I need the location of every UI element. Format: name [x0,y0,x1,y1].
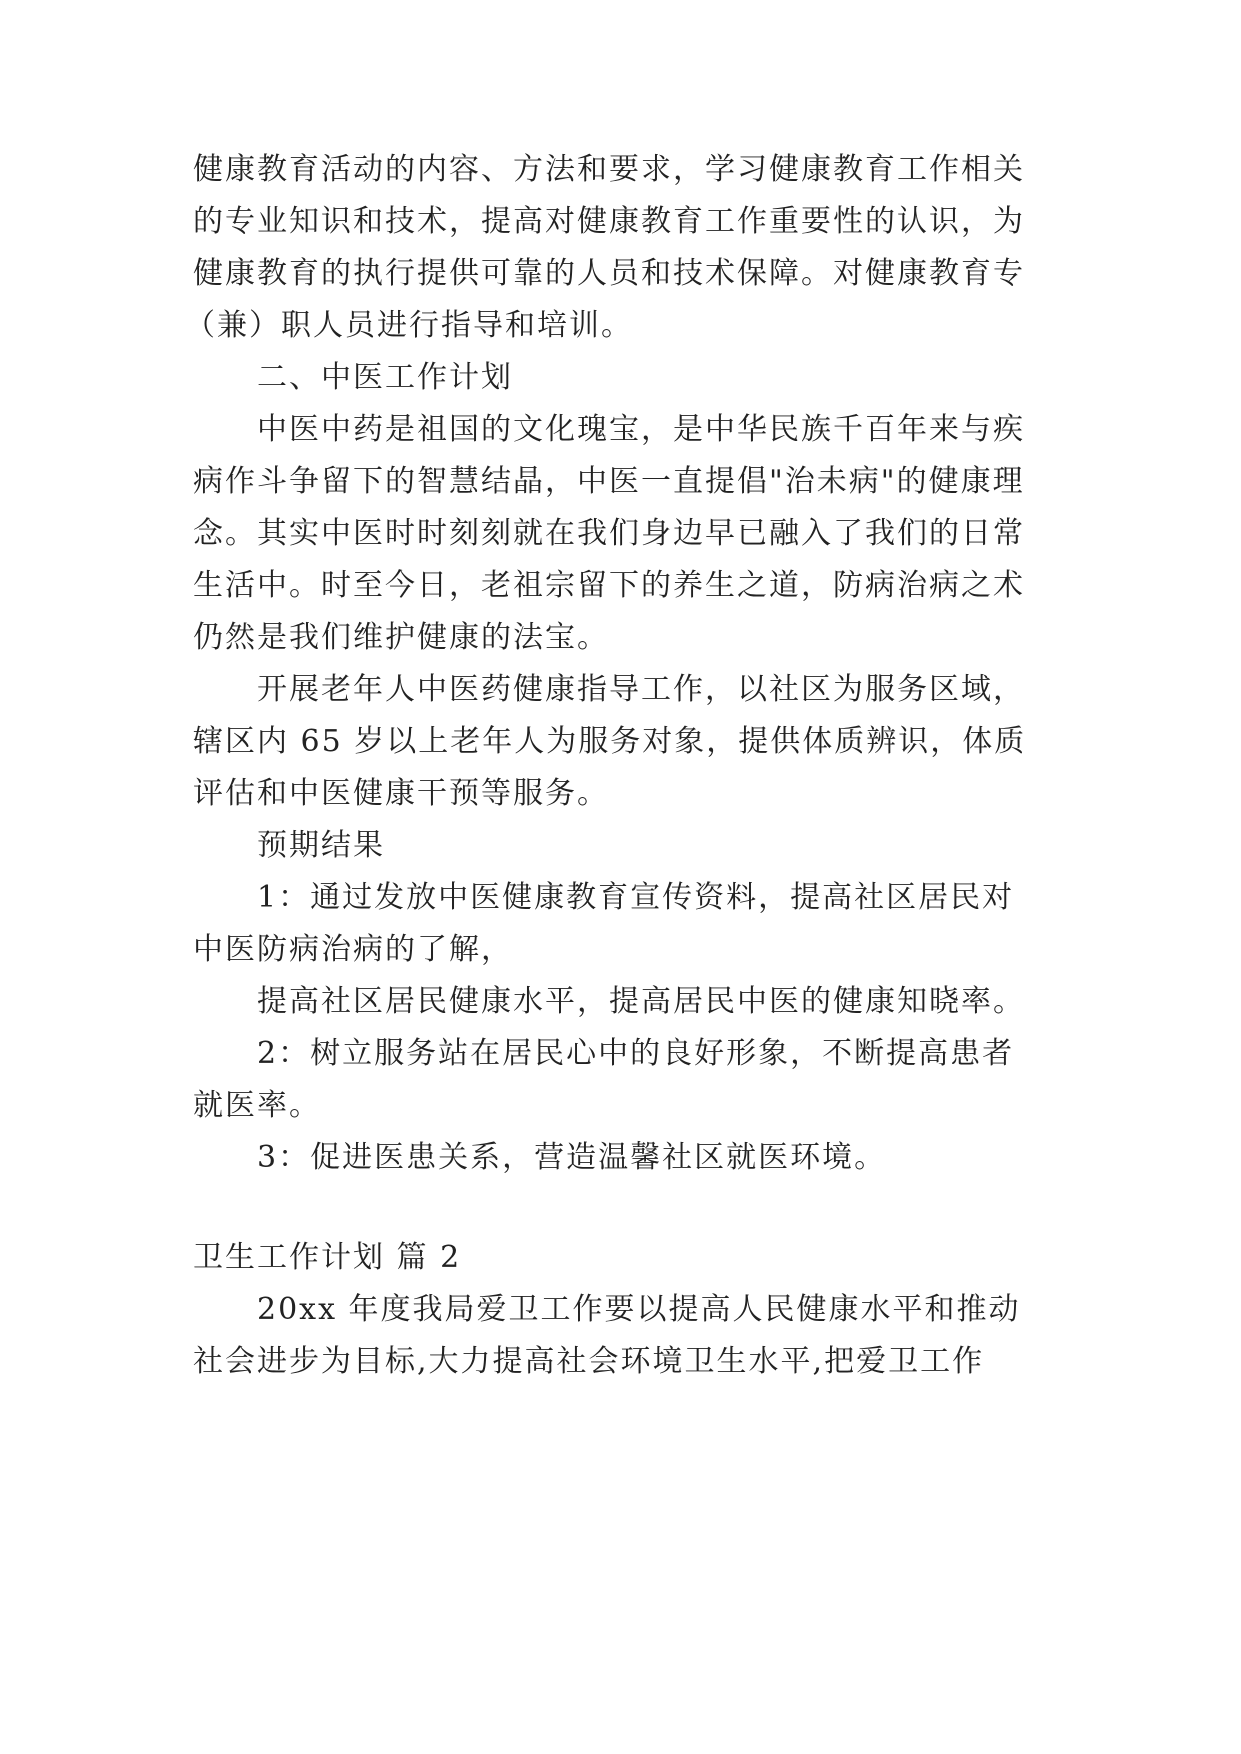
text-line: 就医率。 [193,1088,321,1123]
section-heading: 二、中医工作计划 [257,360,513,395]
list-item: 2：树立服务站在居民心中的良好形象，不断提高患者 [257,1036,1015,1071]
text-line: 中医防病治病的了解， [193,932,513,967]
text-line: 辖区内 65 岁以上老年人为服务对象，提供体质辨识，体质 [193,724,1027,759]
text-line: 中医中药是祖国的文化瑰宝，是中华民族千百年来与疾 [257,412,1025,447]
list-item: 1：通过发放中医健康教育宣传资料，提高社区居民对 [257,880,1015,915]
text-line: 开展老年人中医药健康指导工作，以社区为服务区域， [257,672,1025,707]
text-line: 念。其实中医时时刻刻就在我们身边早已融入了我们的日常 [193,516,1025,551]
text-line: 的专业知识和技术，提高对健康教育工作重要性的认识，为 [193,204,1025,239]
text-line: 20xx 年度我局爱卫工作要以提高人民健康水平和推动 [257,1292,1021,1327]
text-line: 仍然是我们维护健康的法宝。 [193,620,609,655]
text-line: 生活中。时至今日，老祖宗留下的养生之道，防病治病之术 [193,568,1025,603]
text-line: 提高社区居民健康水平，提高居民中医的健康知晓率。 [257,984,1025,1019]
text-line: 病作斗争留下的智慧结晶，中医一直提倡"治未病"的健康理 [193,464,1025,499]
text-line: 健康教育的执行提供可靠的人员和技术保障。对健康教育专 [193,256,1025,291]
text-line: 评估和中医健康干预等服务。 [193,776,609,811]
text-line: 健康教育活动的内容、方法和要求，学习健康教育工作相关 [193,152,1025,187]
section-title: 卫生工作计划 篇 2 [193,1240,462,1275]
text-line: （兼）职人员进行指导和培训。 [185,308,633,343]
section-heading: 预期结果 [257,828,385,863]
text-line: 社会进步为目标,大力提高社会环境卫生水平,把爱卫工作 [193,1344,985,1379]
list-item: 3：促进医患关系，营造温馨社区就医环境。 [257,1140,887,1175]
